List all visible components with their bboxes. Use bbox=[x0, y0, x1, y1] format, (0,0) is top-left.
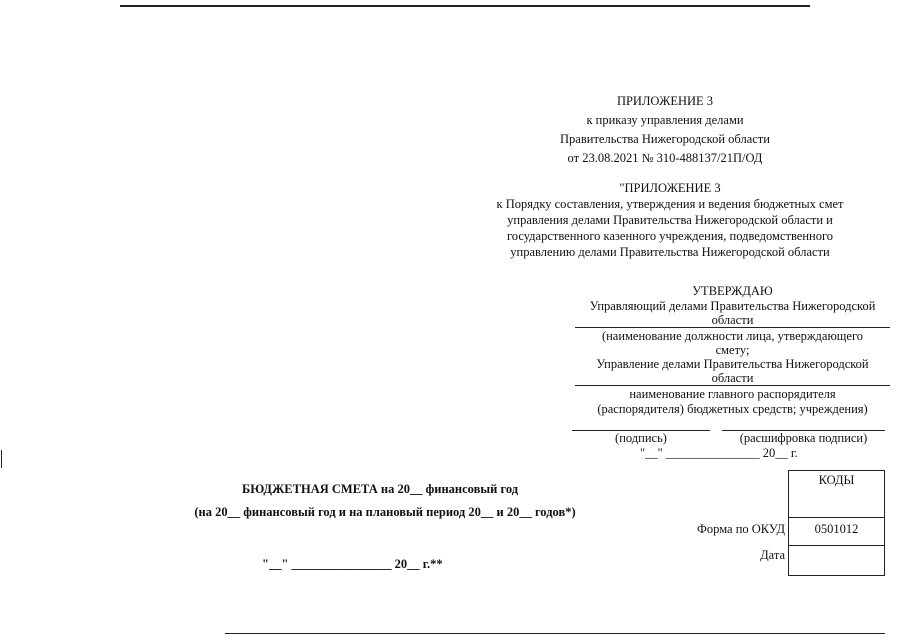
scan-top-rule bbox=[120, 5, 810, 7]
approval-position-hint-line-1: (наименование должности лица, утверждающего bbox=[601, 329, 864, 343]
estimate-subtitle: (на 20__ финансовый год и на плановый период 20__ и 20__ годов*) bbox=[194, 505, 576, 519]
approval-position-line-1: Управляющий делами Правительства Нижегородской bbox=[589, 299, 876, 313]
estimate-title: БЮДЖЕТНАЯ СМЕТА на 20__ финансовый год bbox=[241, 482, 519, 496]
appendix-line-1: к приказу управления делами bbox=[586, 113, 744, 127]
approval-organization-hint bbox=[575, 387, 890, 417]
approval-position-line-2: области bbox=[711, 313, 754, 327]
appendix-original-line-4: управлению делами Правительства Нижегородской области bbox=[510, 245, 830, 259]
codes-divider-1 bbox=[788, 517, 885, 518]
scan-bottom-rule bbox=[225, 633, 885, 634]
signature-label: (подпись) bbox=[615, 431, 667, 445]
appendix-block bbox=[540, 92, 790, 168]
okud-value: 0501012 bbox=[814, 522, 859, 536]
appendix-original-line-2: управления делами Правительства Нижегородской области и bbox=[507, 213, 833, 227]
approval-position-rule bbox=[575, 327, 890, 328]
scan-left-mark bbox=[1, 450, 2, 468]
okud-label: Форма по ОКУД bbox=[697, 522, 785, 536]
approval-org-line-2: области bbox=[711, 371, 754, 385]
approval-position-hint-line-2: смету; bbox=[715, 343, 750, 357]
approval-date-line: "__" _______________ 20__ г. bbox=[640, 446, 798, 460]
appendix-title: ПРИЛОЖЕНИЕ 3 bbox=[616, 94, 714, 108]
approval-organization-rule bbox=[575, 385, 890, 386]
appendix-original-line-1: к Порядку составления, утверждения и ведения бюджетных смет bbox=[496, 197, 844, 211]
approval-position-hint bbox=[575, 329, 890, 357]
date-label: Дата bbox=[760, 548, 785, 562]
approval-title: УТВЕРЖДАЮ bbox=[692, 284, 773, 298]
approval-org-hint-line-1: наименование главного распорядителя bbox=[629, 387, 836, 401]
codes-header: КОДЫ bbox=[818, 473, 855, 487]
approval-org-line-1: Управление делами Правительства Нижегородской bbox=[596, 357, 869, 371]
appendix-original-block bbox=[470, 180, 870, 260]
approval-position bbox=[575, 299, 890, 327]
signature-decode-label: (расшифровка подписи) bbox=[739, 431, 868, 445]
approval-org-hint-line-2: (распорядителя) бюджетных средств; учреждения) bbox=[597, 402, 868, 416]
approval-organization bbox=[575, 357, 890, 385]
codes-divider-2 bbox=[788, 545, 885, 546]
appendix-original-line-3: государственного казенного учреждения, подведомственного bbox=[506, 229, 834, 243]
appendix-line-3: от 23.08.2021 № 310-488137/21П/ОД bbox=[567, 151, 763, 165]
appendix-line-2: Правительства Нижегородской области bbox=[560, 132, 770, 146]
estimate-date-line: "__" ________________ 20__ г.** bbox=[262, 557, 443, 571]
appendix-original-title: "ПРИЛОЖЕНИЕ 3 bbox=[619, 181, 721, 195]
